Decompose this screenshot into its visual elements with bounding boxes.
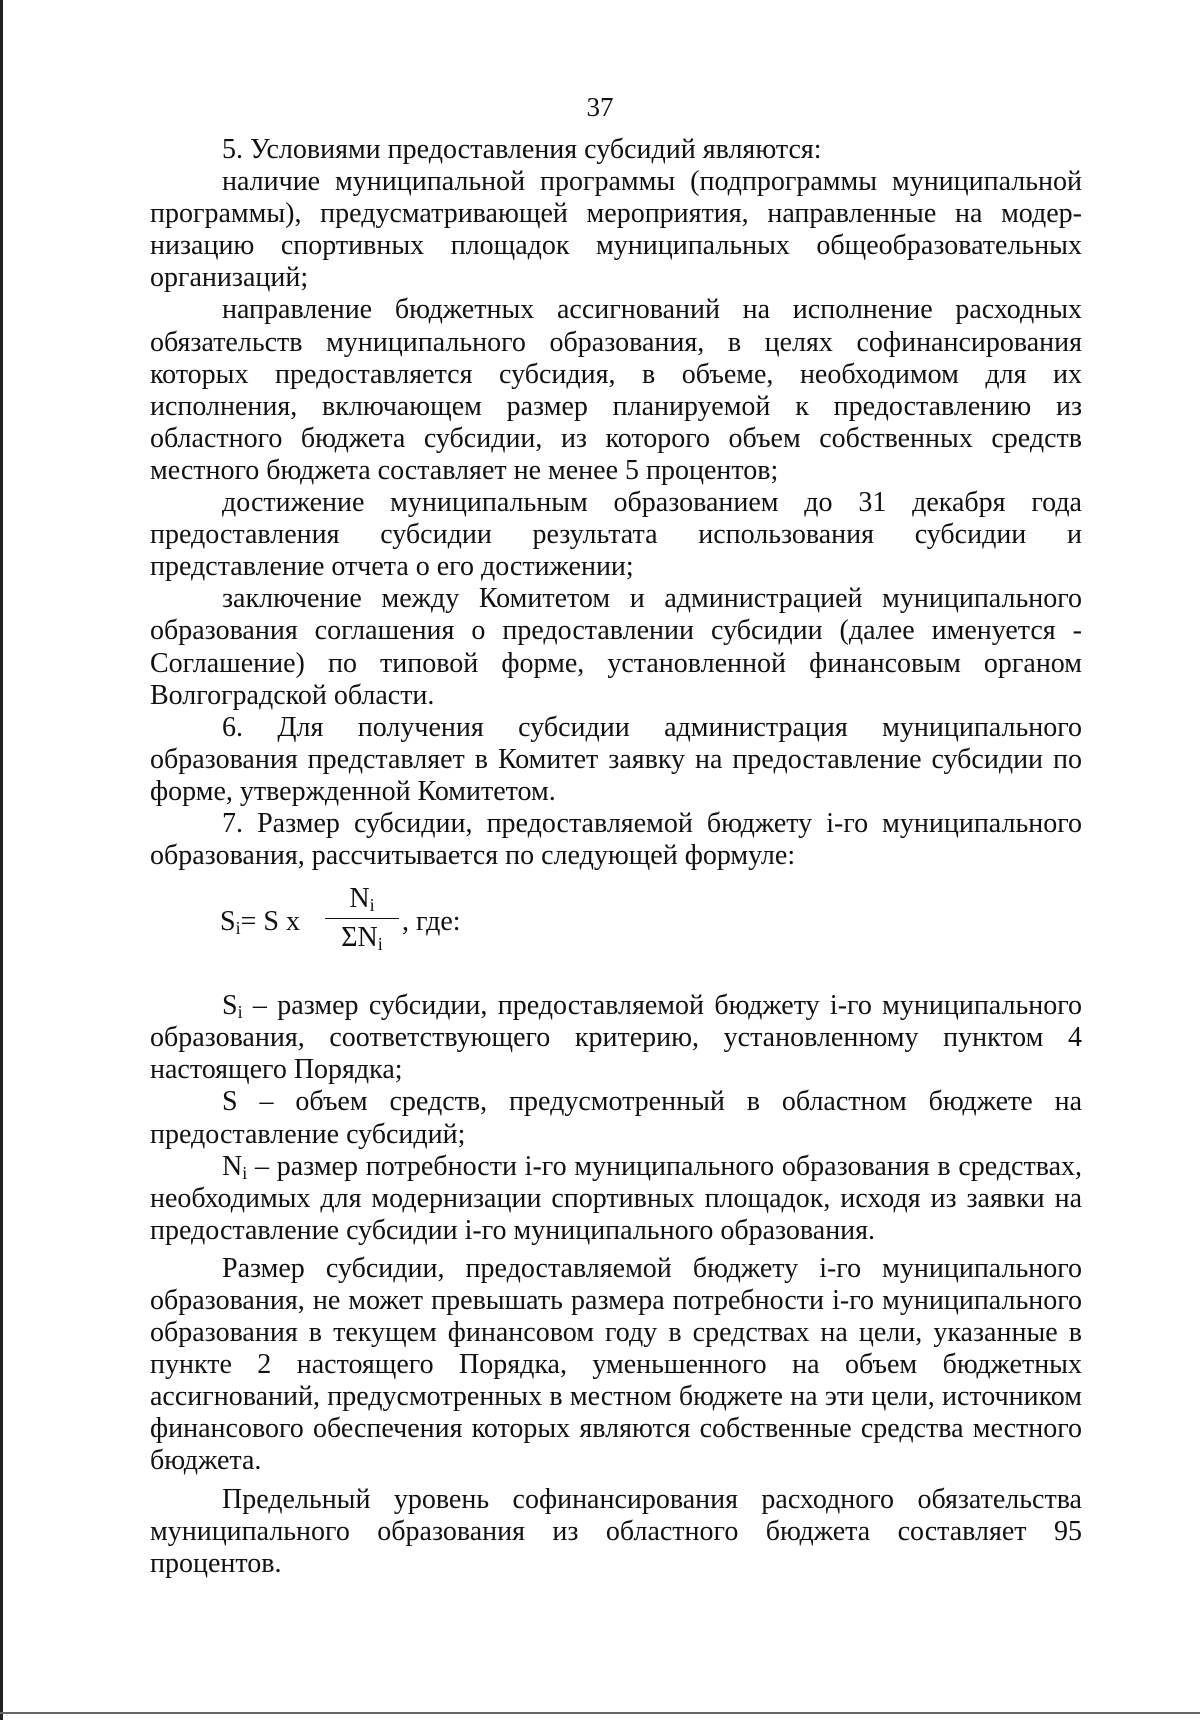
fraction-bar bbox=[325, 918, 399, 919]
paragraph-budget-allocations: направление бюджетных ассигнований на исполнение расходных обязательств муниципального образования, в целях софинансирования которых предоставляется субсидия, в объеме, необходимом для их исполнения, включающем размер планируемой к предоставлению из областного бюджета субсидии, из которого объем собственных средств местного бюджета составляет не менее 5 процентов; bbox=[150, 294, 1082, 486]
formula-suffix: , где: bbox=[402, 906, 461, 938]
paragraph-cofinancing-level: Предельный уровень софинансирования расходного обязательства муниципального образования из областного бюджета составляет 95 процентов. bbox=[150, 1483, 1082, 1579]
scan-left-edge bbox=[0, 0, 3, 1720]
formula-numerator: $N_i$ bbox=[349, 883, 375, 916]
paragraph-subsidy-limit: Размер субсидии, предоставляемой бюджету i-го муниципального образования, не может превышать размера потребности i-го муниципального образования в текущем финансовом году в средствах на цели, указанные в пункте 2 настоящего Порядка, уменьшенного на объем бюджетных ассигнований, предусмотренных в местном бюджете на эти цели, источником финансового обеспечения которых являются собственные средства местного бюджета. bbox=[150, 1252, 1082, 1477]
document-body bbox=[150, 134, 1082, 1580]
paragraph-conditions-heading: 5. Условиями предоставления субсидий являются: bbox=[222, 134, 822, 165]
definition-ni: $N_i$ – размер потребности i-го муниципального образования в средствах, необходимых для модернизации спортивных площадок, исходя из заявки на предоставление субсидии i-го муниципального образования. bbox=[150, 1150, 1082, 1246]
page-number: 37 bbox=[586, 92, 614, 122]
formula-lhs: $S_i= S$ x bbox=[220, 906, 300, 939]
definition-si: $S_i$ – размер субсидии, предоставляемой бюджету i-го муниципального образования, соответствующего критерию, установленному пунктом 4 настоящего Порядка; bbox=[150, 990, 1082, 1086]
paragraph-subsidy-size: 7. Размер субсидии, предоставляемой бюджету i-го муниципального образования, рассчитывается по следующей формуле: bbox=[150, 807, 1082, 872]
formula-denominator: $\Sigma N_i$ bbox=[341, 922, 383, 955]
paragraph-result-achievement: достижение муниципальным образованием до 31 декабря года предоставления субсидии результата использования субсидии и представление отчета о его достижении; bbox=[150, 487, 1082, 583]
subsidy-formula bbox=[150, 872, 1082, 990]
paragraph-agreement: заключение между Комитетом и администрацией муниципального образования соглашения о предоставлении субсидии (далее именуется - Соглашение) по типовой форме, установленной финансовым органом Волгоградской области. bbox=[150, 583, 1082, 711]
formula-fraction bbox=[325, 882, 399, 955]
paragraph-application: 6. Для получения субсидии администрация муниципального образования представляет в Комитет заявку на предоставление субсидии по форме, утвержденной Комитетом. bbox=[150, 711, 1082, 807]
definition-s: S – объем средств, предусмотренный в областном бюджете на предоставление субсидий; bbox=[150, 1086, 1082, 1150]
paragraph-municipal-program: наличие муниципальной программы (подпрограммы муниципальной программы), предусматривающей мероприятия, направленные на модернизацию спортивных площадок муниципальных общеобразовательных организаций; bbox=[150, 166, 1082, 294]
scan-bottom-edge bbox=[0, 1712, 1200, 1714]
